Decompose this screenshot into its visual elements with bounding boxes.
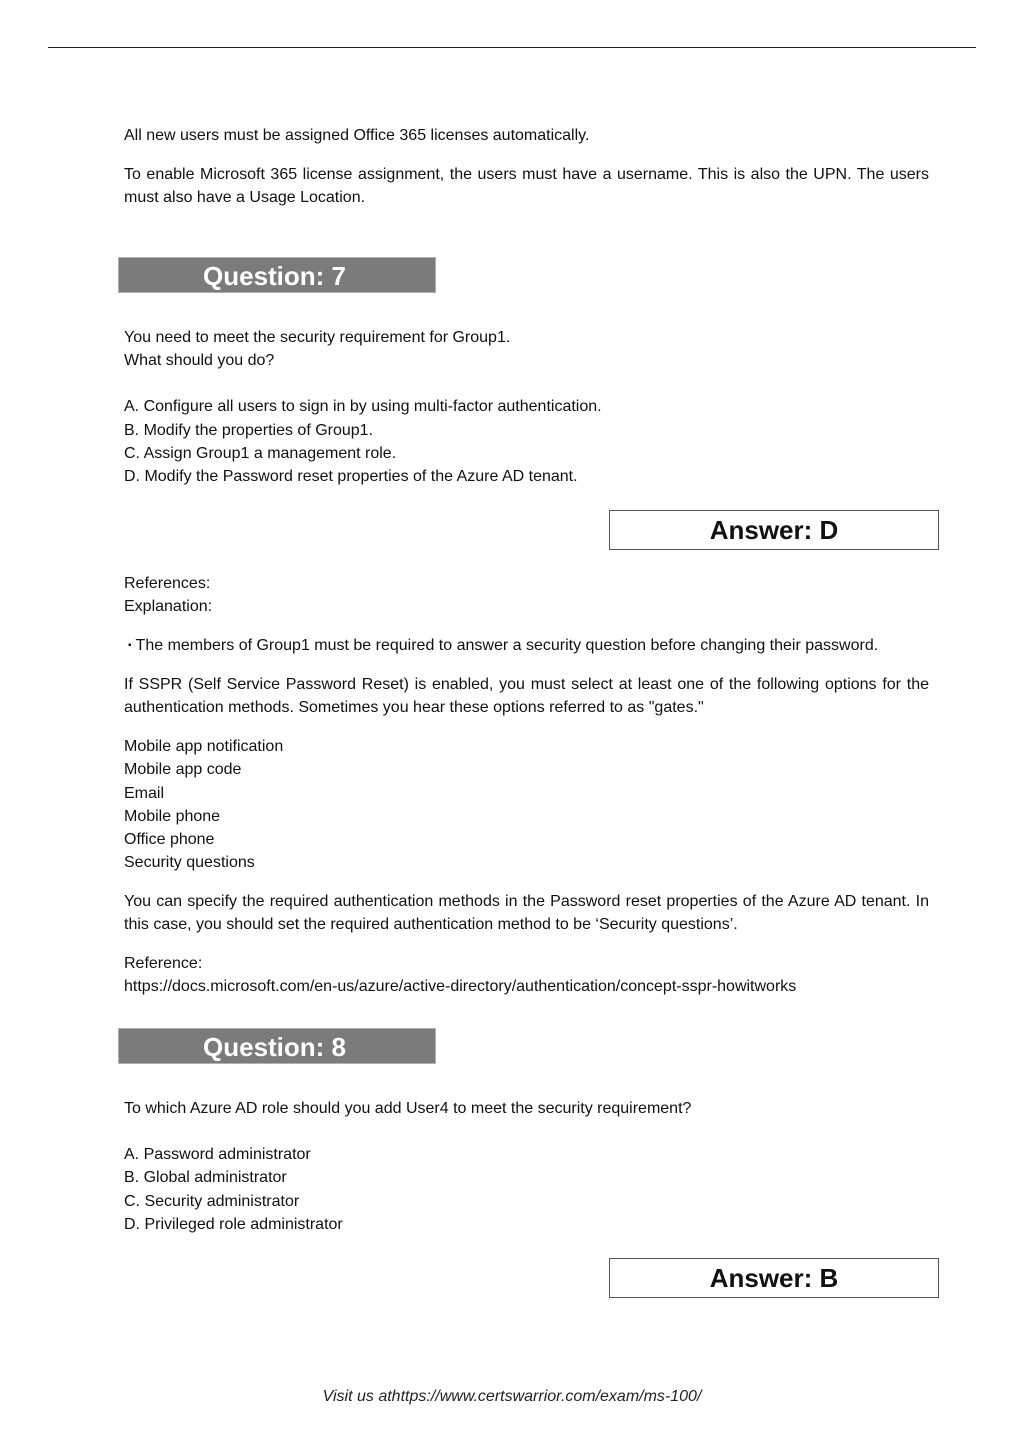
q7-stem-1: You need to meet the security requirement for Group1. bbox=[124, 329, 511, 347]
method-item: Security questions bbox=[124, 853, 255, 871]
footer-link[interactable]: Visit us athttps://www.certswarrior.com/exam/ms-100/ bbox=[322, 1388, 702, 1405]
bullet-text: The members of Group1 must be required to answer a security question before changing their password. bbox=[135, 637, 879, 655]
q8-option-c: C. Security administrator bbox=[124, 1192, 300, 1210]
explanation-label: Explanation: bbox=[124, 597, 213, 615]
method-item: Mobile app code bbox=[124, 761, 242, 779]
references-label: References: bbox=[124, 574, 211, 592]
question-7-header: Question: 7 bbox=[118, 257, 436, 293]
q7-option-a: A. Configure all users to sign in by using multi-factor authentication. bbox=[124, 398, 602, 416]
method-item: Office phone bbox=[124, 830, 215, 848]
method-item: Mobile phone bbox=[124, 807, 221, 825]
page-content bbox=[124, 124, 929, 1298]
intro-line-2: To enable Microsoft 365 license assignment, the users must have a username. This is also the UPN. The users must also have a Usage Location. bbox=[124, 166, 929, 207]
sspr-paragraph: If SSPR (Self Service Password Reset) is enabled, you must select at least one of the following options for the authentication methods. Sometimes you hear these options referred to as "gates." bbox=[124, 676, 929, 717]
question-8-header: Question: 8 bbox=[118, 1028, 436, 1064]
reference-url: https://docs.microsoft.com/en-us/azure/active-directory/authentication/concept-sspr-howitworks bbox=[124, 978, 797, 996]
q8-option-a: A. Password administrator bbox=[124, 1146, 311, 1164]
top-rule bbox=[48, 47, 976, 48]
q7-option-c: C. Assign Group1 a management role. bbox=[124, 444, 397, 462]
explanation-bullet bbox=[124, 634, 929, 657]
q7-option-b: B. Modify the properties of Group1. bbox=[124, 421, 374, 439]
specify-paragraph: You can specify the required authentication methods in the Password reset properties of the Azure AD tenant. In this case, you should set the required authentication method to be ‘Security questions’. bbox=[124, 892, 929, 933]
bullet-icon: ▪ bbox=[128, 640, 132, 652]
q8-stem: To which Azure AD role should you add User4 to meet the security requirement? bbox=[124, 1100, 692, 1118]
q8-answer-box: Answer: B bbox=[609, 1258, 939, 1298]
q8-option-b: B. Global administrator bbox=[124, 1169, 287, 1187]
method-item: Email bbox=[124, 784, 165, 802]
intro-line-1: All new users must be assigned Office 365 licenses automatically. bbox=[124, 127, 590, 144]
method-item: Mobile app notification bbox=[124, 738, 284, 756]
q7-stem-2: What should you do? bbox=[124, 352, 275, 370]
q8-option-d: D. Privileged role administrator bbox=[124, 1215, 343, 1233]
q7-answer-box: Answer: D bbox=[609, 510, 939, 550]
q7-option-d: D. Modify the Password reset properties of the Azure AD tenant. bbox=[124, 467, 578, 485]
reference-label: Reference: bbox=[124, 955, 203, 973]
